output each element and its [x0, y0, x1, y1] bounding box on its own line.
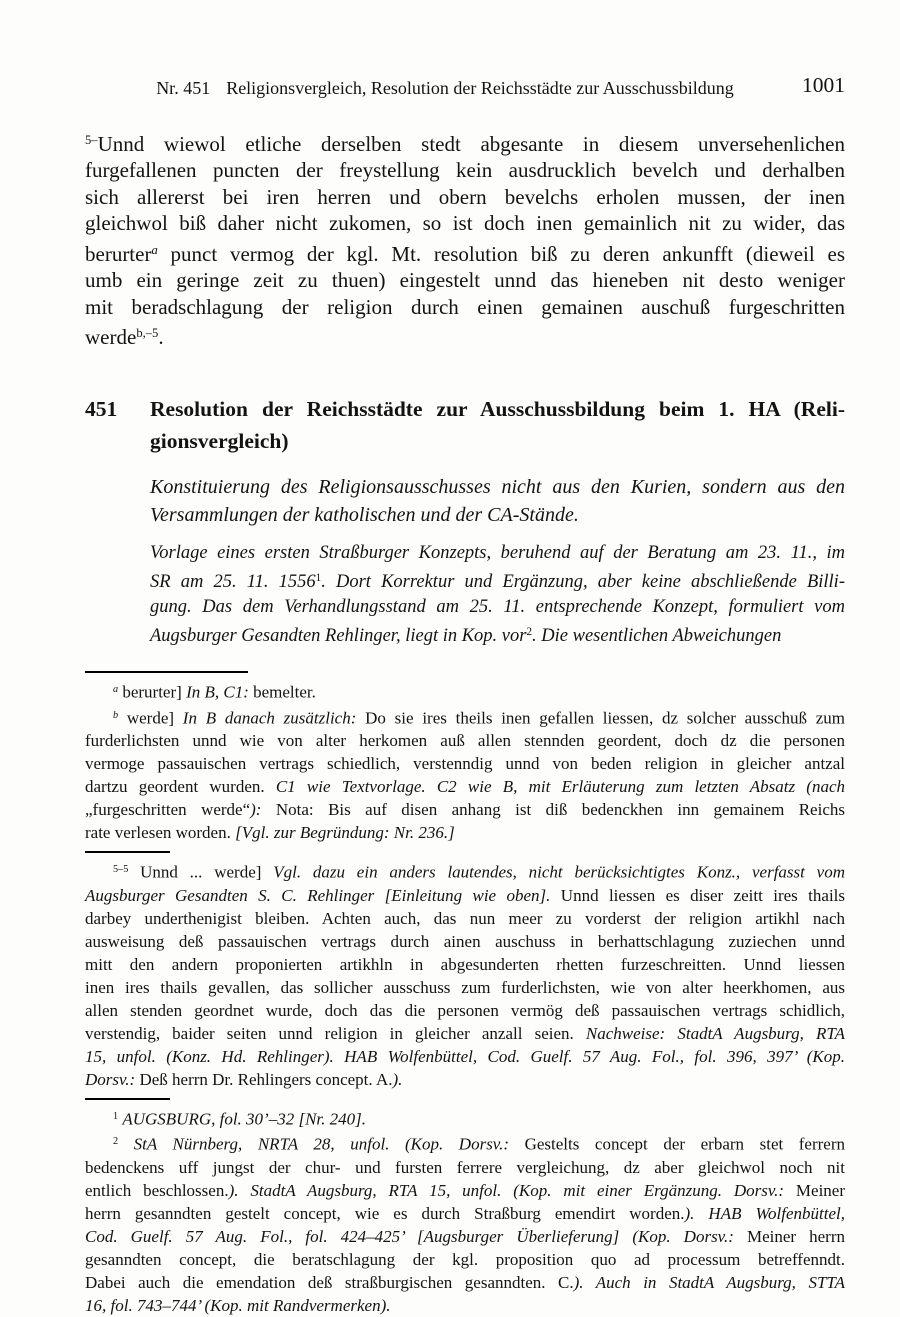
text-run: entlich beschlossen. — [85, 1181, 229, 1200]
text-run: berurter] — [118, 682, 187, 702]
text-run: Cod. Guelf. 57 Aug. Fol., fol. 424–425’ [Augsburger Überlieferung] (Kop. Dorsv.: — [85, 1227, 734, 1246]
running-header — [85, 73, 845, 102]
text-line — [85, 729, 845, 752]
footnote-a — [85, 678, 845, 704]
text-run: In B danach zusätzlich: — [182, 708, 357, 728]
text-line — [150, 541, 845, 566]
text-line — [85, 678, 845, 704]
text-line — [85, 1225, 845, 1248]
text-run: Unnd ... werde] — [128, 862, 274, 882]
text-run: mitt den andern proponierten artikhln in abgesunderten rhetten furzeschreitten. Unnd liessen — [85, 954, 845, 974]
text-line — [85, 294, 845, 321]
text-run: vermoge passauischen vertrags schiedlich, verstenndig unnd von beden religion in gleicher antzal — [85, 754, 845, 774]
text-run: punct vermog der kgl. Mt. resolution biß zu deren ankunfft (dieweil es — [157, 241, 845, 266]
text-run: ). StadtA Augsburg, RTA 15, unfol. (Kop. mit einer Ergänzung. Dorsv.: — [228, 1181, 785, 1200]
text-line — [150, 473, 845, 501]
text-line — [85, 798, 845, 821]
text-run: Unnd liessen es diser zeitt ires thails — [550, 885, 846, 905]
text-run: b — [113, 709, 119, 721]
entry-title — [150, 393, 845, 457]
text-run: ausweisung deß passauischen vertrags durch ainen auschuss in berhattschlagung zuziechen unnd — [85, 931, 845, 951]
text-line — [85, 752, 845, 775]
text-run: verstendig, baider seiten unnd religion in gleicher anzall seien. — [85, 1023, 586, 1043]
text-run: Konstituierung des Religionsausschusses nicht aus den Kurien, sondern aus den — [150, 475, 845, 498]
text-run: ). Auch in StadtA Augsburg, STTA — [573, 1273, 845, 1292]
text-run: 5–5 — [113, 864, 129, 876]
text-line — [85, 127, 845, 157]
text-run: bemelter. — [248, 682, 316, 702]
text-line — [85, 953, 845, 976]
text-line — [85, 1271, 845, 1294]
text-run — [118, 1135, 134, 1154]
text-line — [85, 1105, 845, 1131]
text-run: StA Nürnberg, NRTA 28, unfol. (Kop. Dorsv.: — [133, 1135, 510, 1154]
text-run: gleichwol biß daher nicht zukomen, so ist doch inen gemainlich nit zu wider, das — [85, 211, 845, 236]
text-run: 1 — [315, 571, 322, 584]
text-line — [85, 184, 845, 211]
text-run: Meiner — [784, 1181, 846, 1200]
apparatus-separator-rule — [85, 671, 248, 673]
text-run: 5– — [85, 133, 98, 147]
text-run: b,–5 — [136, 326, 159, 341]
text-run: [Vgl. zur Begründung: Nr. 236.] — [235, 823, 455, 843]
text-run: werde — [85, 325, 137, 350]
text-line — [85, 210, 845, 237]
text-run: Versammlungen der katholischen und der CA-Stände. — [150, 503, 579, 526]
text-run: rate verlesen worden. — [85, 823, 236, 843]
text-run: ). — [392, 1069, 403, 1089]
text-run: Gestelts concept der erbarn stet ferrern — [509, 1135, 846, 1154]
text-line — [85, 976, 845, 999]
page-number: 1001 — [802, 73, 845, 97]
text-run: . Die wesentlichen Abweichungen — [532, 625, 782, 646]
text-run: ): — [250, 800, 262, 820]
footnote-separator-rule — [85, 851, 170, 853]
text-run: ). HAB Wolfenbüttel, — [684, 1204, 846, 1223]
text-line — [85, 930, 845, 953]
text-run: Unnd wiewol etliche derselben stedt abgesante in diesem unversehenlichen — [97, 131, 845, 156]
footnote-2 — [85, 1130, 845, 1317]
text-line — [85, 1156, 845, 1179]
text-run: Meiner herrn — [733, 1227, 845, 1246]
text-run: berurter — [85, 241, 152, 266]
footnote-b — [85, 704, 845, 845]
running-header-title: Religionsvergleich, Resolution der Reichsstädte zur Ausschussbildung — [226, 78, 734, 98]
text-run: 2 — [113, 1136, 119, 1148]
text-run: . — [158, 325, 164, 350]
entry-number: 451 — [85, 396, 118, 421]
text-line — [85, 1068, 845, 1091]
text-line — [85, 907, 845, 930]
text-run: 2 — [526, 625, 533, 638]
numbered-footnote-separator-rule — [85, 1098, 170, 1100]
text-run: a — [113, 683, 119, 695]
text-run: „furgeschritten werde“ — [85, 800, 251, 820]
text-line — [85, 1045, 845, 1068]
text-line — [85, 858, 845, 884]
text-run: Dabei auch die emendation deß straßburgischen gesanndten. C. — [85, 1273, 574, 1292]
text-line — [150, 393, 845, 425]
text-line — [150, 566, 845, 595]
text-run: mit beradschlagung der religion durch einen gemainen auschuß furgeschritten — [85, 294, 845, 319]
text-run: AUGSBURG, fol. 30’–32 [Nr. 240]. — [122, 1109, 367, 1129]
text-run: In B, C1: — [186, 682, 249, 702]
text-run: Vgl. dazu ein anders lautendes, nicht berücksichtigtes Konz., verfasst vom — [273, 862, 845, 882]
text-line — [150, 595, 845, 620]
text-run: darbey underthenigist bleiben. Achten auch, das nun meer zu vorderst der religion artikhl nach — [85, 908, 845, 928]
text-run: Augsburger Gesandten S. C. Rehlinger [Einleitung wie oben]. — [85, 885, 551, 905]
text-run: Augsburger Gesandten Rehlinger, liegt in Kop. vor — [150, 625, 527, 646]
text-run: C1 wie Textvorlage. C2 wie B, mit Erläuterung zum letzten Absatz (nach — [275, 777, 845, 797]
text-run: furgefallenen puncten der freystellung kein ausdrucklich bevelch und derhalben — [85, 158, 845, 183]
text-line — [85, 884, 845, 907]
text-run: Deß herrn Dr. Rehlingers concept. A. — [135, 1069, 393, 1089]
running-header-entry-number: Nr. 451 — [156, 78, 211, 98]
text-run: Do sie ires theils inen gefallen liessen, dz solcher ausschuß zum — [356, 708, 845, 728]
text-run: Nachweise: StadtA Augsburg, RTA — [585, 1023, 846, 1043]
text-run: herrn gesanndten gestelt concept, wie es durch Straßburg emendirt worden. — [85, 1204, 685, 1223]
text-line — [150, 425, 845, 457]
main-text-paragraph — [85, 127, 845, 351]
text-run: 1 — [113, 1110, 119, 1122]
footnote-1 — [85, 1105, 845, 1131]
text-run: werde] — [118, 708, 183, 728]
entry-summary-italic — [150, 473, 845, 529]
text-line — [85, 999, 845, 1022]
provenance-note — [150, 541, 845, 649]
text-line — [85, 267, 845, 294]
text-line — [85, 237, 845, 267]
text-line — [85, 1294, 845, 1317]
text-line — [150, 501, 845, 529]
footnote-5-5 — [85, 858, 845, 1091]
text-run: allen stenden geordnet wurde, doch das die personen vermög deß passauischen vertrags schidlich, — [85, 1000, 845, 1020]
text-run: Vorlage eines ersten Straßburger Konzepts, beruhend auf der Beratung am 23. 11., im — [150, 542, 845, 563]
text-run: bedenckens uff jungst der chur- und fursten ferrere vergleichung, dz aber gleichwol noch nit — [85, 1158, 845, 1177]
text-run: gung. Das dem Verhandlungsstand am 25. 11. entsprechende Konzept, formuliert vom — [150, 596, 845, 617]
text-line — [85, 320, 845, 350]
text-line — [85, 775, 845, 798]
text-line — [85, 1179, 845, 1202]
text-line — [85, 1248, 845, 1271]
text-line — [85, 704, 845, 730]
text-run: Nota: Bis auf disen anhang ist diß bedenckhen inn gemainem Reichs — [261, 800, 845, 820]
text-line — [85, 1130, 845, 1156]
text-line — [85, 821, 845, 844]
text-run: dartzu geordent wurden. — [85, 777, 276, 797]
text-run: furderlichsten unnd wie von alter herkomen auß allen stennden geordent, doch dz die personen — [85, 731, 845, 751]
entry-heading — [85, 393, 845, 457]
text-run: 15, unfol. (Konz. Hd. Rehlinger). HAB Wolfenbüttel, Cod. Guelf. 57 Aug. Fol., fol. 396, 397’ (Kop. — [85, 1046, 845, 1066]
running-header-text — [85, 76, 845, 100]
text-run: Dorsv.: — [85, 1069, 136, 1089]
text-line — [85, 157, 845, 184]
text-run: Resolution der Reichsstädte zur Ausschussbildung beim 1. HA (Reli- — [150, 396, 845, 421]
text-line — [85, 1202, 845, 1225]
text-run: SR am 25. 11. 1556 — [150, 571, 316, 592]
text-line — [85, 1022, 845, 1045]
text-run: umb ein geringe zeit zu thuen) eingestelt unnd das hieneben nit desto weniger — [85, 268, 845, 293]
text-run: gesanndten concept, die beratschlagung der kgl. proposition quo ad processum betreffenndt. — [85, 1250, 845, 1269]
text-run: a — [151, 242, 158, 257]
text-run: . Dort Korrektur und Ergänzung, aber keine abschließende Billi- — [321, 571, 845, 592]
text-run: gionsvergleich) — [150, 428, 289, 453]
text-run: 16, fol. 743–744’ (Kop. mit Randvermerken). — [85, 1296, 391, 1315]
text-run: sich allererst bei iren herren und obern bevelchs erholen mussen, der inen — [85, 184, 845, 209]
text-line — [150, 620, 845, 649]
text-run: inen ires thails gevallen, das sollicher ausschuss zum furderlichsten, wie von alter heerkhomen, aus — [85, 977, 845, 997]
